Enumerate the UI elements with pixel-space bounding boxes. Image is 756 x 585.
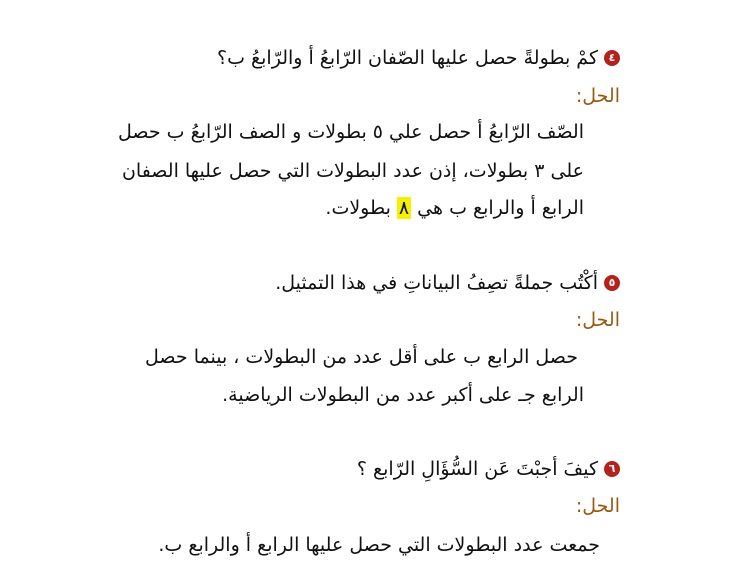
question-4 bbox=[217, 43, 620, 73]
question-number-badge: ٦ bbox=[604, 461, 620, 477]
answer-text: بطولات. bbox=[325, 197, 397, 219]
question-text: أكْتُب جملةً تصِفُ البياناتِ في هذا التمثيل. bbox=[275, 272, 598, 294]
answer-line: الصّف الرّابعُ أ حصل علي ٥ بطولات و الصف الرّابعُ ب حصل bbox=[118, 121, 584, 143]
answer-line-with-highlight bbox=[325, 193, 584, 223]
answer-line: جمعت عدد البطولات التي حصل عليها الرابع أ والرابع ب. bbox=[158, 534, 600, 556]
solution-label: الحل: bbox=[575, 495, 620, 517]
highlighted-answer: ٨ bbox=[398, 197, 410, 219]
question-text: كمْ بطولةً حصل عليها الصّفان الرّابعُ أ والرّابعُ ب؟ bbox=[217, 47, 598, 69]
solution-label: الحل: bbox=[575, 309, 620, 331]
question-number-badge: ٤ bbox=[604, 50, 620, 66]
question-number-badge: ٥ bbox=[604, 275, 620, 291]
answer-line: الرابع جـ على أكبر عدد من البطولات الرياضية. bbox=[222, 384, 584, 406]
question-5 bbox=[275, 268, 620, 298]
answer-text: الرابع أ والرابع ب هي bbox=[411, 197, 584, 219]
question-text: كيفَ أجبْتَ عَن السُّؤَالِ الرّابع ؟ bbox=[356, 458, 598, 480]
answer-line: على ٣ بطولات، إذن عدد البطولات التي حصل عليها الصفان bbox=[121, 160, 584, 182]
question-6 bbox=[357, 454, 620, 484]
answer-line: حصل الرابع ب على أقل عدد من البطولات ، بينما حصل bbox=[145, 346, 578, 368]
solution-label: الحل: bbox=[575, 85, 620, 107]
